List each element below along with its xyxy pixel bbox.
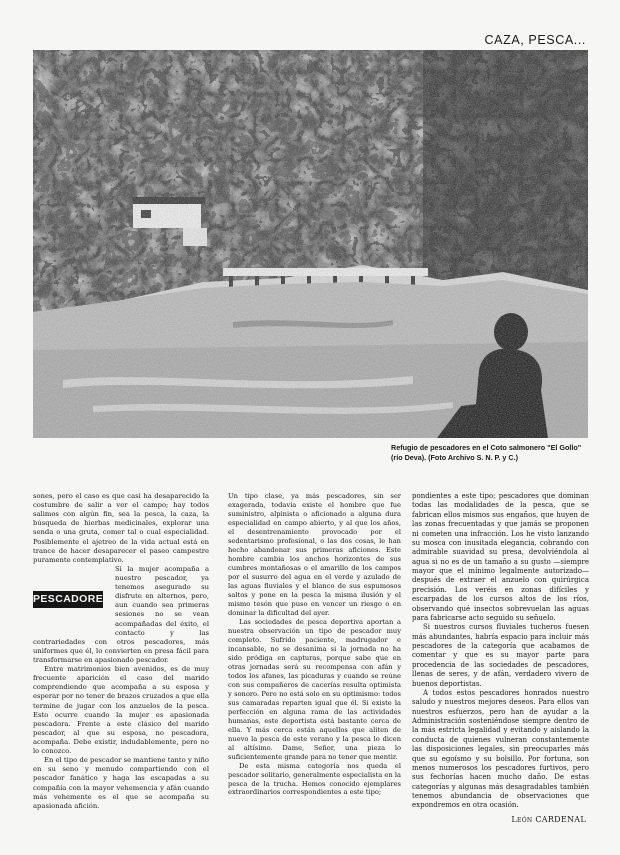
- river-photo: [33, 50, 588, 438]
- article-column-2: [228, 492, 401, 797]
- section-header: CAZA, PESCA...: [484, 33, 586, 47]
- article-column-3: [412, 492, 589, 811]
- author-signature: León CARDENAL: [511, 815, 586, 824]
- article-paragraph: pondientes a este tipo; pescadores que dominan todas las modalidades de la pesca, que se fabrican ellos mismos sus engaños, que huyen de las zonas frecuentadas y que jamás se proponen ni cometen una infracción. Los he visto lanzando su mosca con inusitada elegancia, cobrando con admirable suavidad su presa, devolviéndola al agua si no es de un tamaño a su gusto —siempre mayor que el mínimo legalmente autorizado— después de extraer el anzuelo con quirúrgica precisión. Los veréis en zonas difíciles y escarpadas de los cursos altos de los ríos, observando qué insectos sobrevuelan las aguas para fabricarse acto seguido su señuelo.: [412, 492, 589, 622]
- article-paragraph: Las sociedades de pesca deportiva aportan a nuestra observación un tipo de pescador muy completo. Sufrido paciente, madrugador e incansable, no se desanima si la jornada no ha sido pródiga en capturas, porque sabe que en otras jornadas será su recompensa con afán y todos los afanes, las picaduras y cuando se reúne con sus compañeros de cacerías resulta optimista y sonoro. Pero no está solo en su optimismo: todos sus camaradas reparten igual que él. Si existe la perfección en alguna rama de las actividades humanas, este deportista está bastante cerca de ella. Y más cerca están aquellos que aliten de nuevo la pesca de este verano y la pesca lo dicen al altísimo. Dame, Señor, una pieza lo suficientemente grande para no tener que mentir.: [228, 617, 401, 761]
- article-paragraph: Si la mujer acompaña a nuestro pescador, ya tenemos asegurado su disfrute en alternos, pero, aun cuando sea primeras sesiones no se vean acompañadas del éxito, el contacto y las contrariedades con otros pescadores, más uniformes que él, lo convierten en presa fácil para transformarse en apasionado pescador.: [33, 564, 209, 664]
- photo-illustration: [33, 50, 588, 438]
- article-paragraph: Entre matrimonios bien avenidos, es de muy frecuente aparición el caso del marido comprendiendo que acompaña a su esposa y esperar por no tener de brazos cruzados a que ella termine de jugar con los anzuelos de la pesca. Esto ocurre cuando la mujer es apasionada pescadora. Frente a este clásico del marido pescador, al que su esposa, no pescadora, acompaña. Debe existir, indudablemente, pero no lo conozco.: [33, 665, 209, 756]
- article-paragraph: Un tipo clase, ya más pescadores, sin ser exagerada, todavía existe el hombre que fue suministro, alpinista o aficionado a alguna dura especialidad en campo abierto, y al que los años, el desentrenamiento provocado por el sedentarismo profesional, o las dos cosas, le han hecho abandonar sus primeras aficiones. Este hombre cambia los anchos horizontes de sus cumbres montañosas o el amarillo de los campos por el susurro del agua en el verde y azulado de las aguas fluviales y el blanco de sus espumosos saltos y pone en la pesca la misma ilusión y el mismo tesón que puso en vencer un riesgo o en dominar la dificultad del ayer.: [228, 492, 401, 617]
- article-paragraph: sones, pero el caso es que casi ha desaparecido la costumbre de salir a ver el campo; hay todos salimos con algún fin, sea la pesca, la caza, la búsqueda de hierbas medicinales, explorar una senda o una gruta, comer tal o cual especialidad. Posiblemente el ajetreo de la vida actual está en trance de hacer desaparecer el paseo campestre puramente contemplativo.: [33, 492, 209, 564]
- photo-caption: Refugio de pescadores en el Coto salmonero "El Gollo" (río Deva). (Foto Archivo S. N. P. y C.): [391, 443, 582, 462]
- article-paragraph: De esta misma categoría nos queda el pescador solitario, generalmente especialista en la pesca de la trucha. Hemos conocido ejemplares extraordinarios correspondientes a este tipo;: [228, 761, 401, 797]
- section-label: PESCADORES: [33, 591, 103, 608]
- section-label-box: [33, 567, 109, 627]
- article-paragraph: Si nuestros cursos fluviales tucheros fuesen más abundantes, habría espacio para incluir más pescadores de la categoría que acabamos de comentar y que es su mayor parte para procedencia de las sociedades de pescadores, llenas de seres, y de afán, verdadero vivero de buenos deportistas.: [412, 623, 589, 688]
- article-column-1: [33, 492, 209, 811]
- article-paragraph: En el tipo de pescador se mantiene tanto y niño en su seno y menudo compartiendo con el pescador fanático y haga las escapadas a su compañía con la mayor vehemencia y afán cuando más vehemente es el que se acompaña su apasionada afición.: [33, 756, 209, 810]
- article-paragraph: A todos estos pescadores honrados nuestro saludo y nuestros mejores deseos. Para ellos van nuestros esfuerzos, pero han de ayudar a la Administración sosteniéndose siempre dentro de la más estricta legalidad y evitando y aislando la conducta de quienes vulneran constantemente las disposiciones legales, sin preocuparles más que su egoísmo y su bolsillo. Por fortuna, son menos numerosos los pescadores furtivos, pero sus fechorías hacen mucho daño. De estas categorías y algunas más desagradables también tenemos abundancia de observaciones que expondremos en otra ocasión.: [412, 688, 589, 810]
